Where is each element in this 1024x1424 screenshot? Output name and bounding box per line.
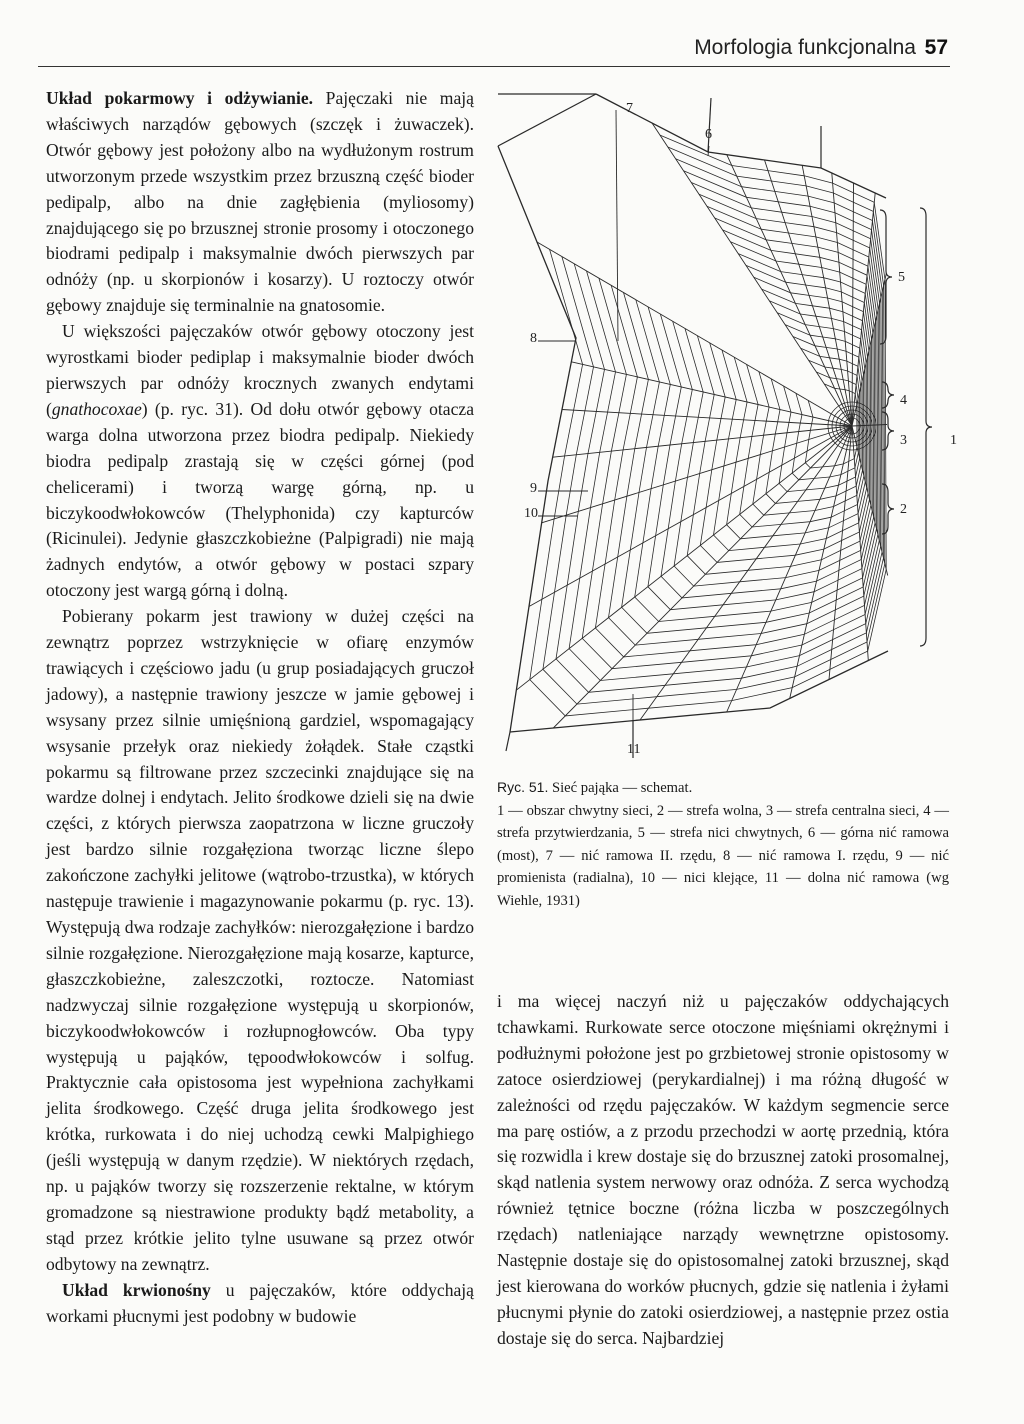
section-heading-circulatory: Układ krwionośny bbox=[62, 1279, 211, 1300]
paragraph-digestion: Pobierany pokarm jest trawiony w dużej części na zewnątrz poprzez wstrzyknięcie w ofiarę enzymów trawiących i częściowo jadu (u grup posiadających gruczoł jadowy), a następnie trawiony jeszcze w jamie gębowej i wsysany przez silnie umięśnioną gardziel, wspomagający wsysanie przełyk oraz niekiedy żołądek. Stałe cząstki pokarmu są filtrowane przez szczecinki znajdujące się na wardze dolnej i endytach. Jelito środkowe dzieli się na dwie części, z których pierwsza zaopatrzona w liczne gruczoły jest bardzo silnie rozgałęziona tworząc liczne ślepo zakończone zachyłki jelitowe (wątrobo-trzustka), w których następuje trawienie i magazynowanie pokarmu (p. ryc. 13). Występują dwa rodzaje zachyłków: nierozgałęzione i bardzo silnie rozgałęzione. Nierozgałęzione mają kosarze, kapturce, głaszczkobieżne, zaleszczotki, roztocze. Natomiast nadzwyczaj silnie rozgałęzione występują u skorpionów, biczykoodwłokowców i rozłupnogłowców. Oba typy występują u pająków, tępoodwłokowców i solfug. Praktycznie cała opistosoma jest wypełniona zachyłkami jelita środkowego. Część druga jelita środkowego jest krótka, rurkowata i do niej uchodzą cewki Malpighiego (jeśli występują w danym rzędzie). W niektórych rzędach, np. u pająków tworzy się rozszerzenie rektalne, w którym gromadzone są niestrawione produkty bądź metabolity, a stąd przez krótkie jelito tylne usuwane są przez otwór odbytowy na zewnątrz. bbox=[46, 606, 474, 1274]
latin-term: gnathocoxae bbox=[51, 398, 142, 419]
radial-thread bbox=[542, 426, 852, 523]
paragraph-digestive-intro bbox=[46, 86, 474, 319]
figure-label-2: 2 bbox=[900, 502, 907, 517]
anchor-thread-bottom-left bbox=[506, 732, 510, 751]
radial-thread bbox=[516, 426, 852, 690]
paragraph-mouth-opening bbox=[46, 319, 474, 604]
frame-thread-top bbox=[596, 94, 886, 198]
figure-label-7: 7 bbox=[626, 101, 633, 116]
brace-zone-1 bbox=[920, 208, 932, 646]
paragraph-circulatory-continued: i ma więcej naczyń niż u pajęczaków oddychających tchawkami. Rurkowate serce otoczone mięśniami okrężnymi i podłużnymi położone jest po grzbietowej stronie opistosomy w zatoce osierdziowej (perykardialnej) i ma różną długość w zależności od rzędu pajęczaków. W każdym segmencie serce ma parę ostiów, a z przodu przechodzi w aortę przednią, która się rozwidla i krew dostaje się do brzusznej zatoki prosomalnej, skąd natlenia system nerwowy oraz odnóża. Z serca wychodzą również tętnice boczne (różna liczba w poszczególnych rzędach) natleniające narządy wewnętrzne opistosomy. Następnie dostaje się do opistosomalnej zatoki brzusznej, skąd jest kierowana do worków płucnych, gdzie się natlenia i żyłami płucnymi płynie do zatoki osierdziowej, a następnie przez ostia dostaje się do serca. Najbardziej bbox=[497, 991, 949, 1348]
spider-web-figure bbox=[496, 86, 966, 776]
paragraph-text: U większości pajęczaków otwór gębowy otoczony jest wyrostkami bioder pediplap i maksymalnie bioder dwóch pierwszych par odnóży krocznych zwanych endytami ( bbox=[46, 321, 474, 419]
figure-label-6: 6 bbox=[705, 127, 712, 142]
radial-thread bbox=[553, 426, 852, 728]
figure-caption bbox=[497, 776, 949, 912]
section-heading-digestive: Układ pokarmowy i odżywianie. bbox=[46, 88, 314, 108]
brace-zone-5 bbox=[880, 210, 892, 344]
radial-thread bbox=[571, 362, 852, 426]
paragraph-text: u pajęczaków, które oddychają workami płucnymi jest podobny w budowie bbox=[46, 1279, 474, 1326]
figure-label-4: 4 bbox=[900, 393, 907, 408]
brace-zone-2 bbox=[882, 484, 894, 534]
sticky-spiral-thread bbox=[595, 194, 879, 657]
frame-thread-left bbox=[498, 146, 576, 732]
running-title: Morfologia funkcjonalna bbox=[694, 36, 916, 59]
caption-label: Ryc. 51. bbox=[497, 779, 549, 795]
figure-label-3: 3 bbox=[900, 433, 907, 448]
figure-label-8: 8 bbox=[530, 331, 537, 346]
anchor-thread-top bbox=[708, 98, 711, 152]
paragraph-text: ) (p. ryc. 31). Od dołu otwór gębowy otacza warga dolna utworzona przez biodra pedipalp. Niekiedy biodra pedipalp zrastają się w części górnej (pod chelicerami) i tworzą wargę górną, np. u biczykoodwłokowców (Thelyphonida) czy kapturców (Ricinulei). Jedynie głaszczkobieżne (Palpigradi) nie mają żadnych endytów, a otwór gębowy w postaci szpary otoczony jest wargą górną i dolną. bbox=[46, 398, 474, 601]
figure-label-11: 11 bbox=[627, 742, 641, 757]
figure-label-5: 5 bbox=[898, 270, 905, 285]
frame-thread-bottom bbox=[510, 651, 888, 732]
page-number: 57 bbox=[924, 36, 948, 59]
radial-thread bbox=[765, 160, 853, 426]
anchor-thread-left-diag bbox=[498, 94, 596, 146]
right-column bbox=[497, 989, 949, 1352]
figure-label-1: 1 bbox=[950, 433, 957, 448]
caption-legend: 1 — obszar chwytny sieci, 2 — strefa wolna, 3 — strefa centralna sieci, 4 — strefa przytwierdzania, 5 — strefa nici chwytnych, 6 — górna nić ramowa (most), 7 — nić ramowa II. rzędu, 8 — nić ramowa I. rzędu, 9 — nić promienista (radialna), 10 — nici klejące, 11 — dolna nić ramowa (wg Wiehle, 1931) bbox=[497, 802, 949, 909]
figure-label-10: 10 bbox=[524, 506, 538, 521]
header-rule bbox=[38, 66, 950, 67]
paragraph-text: Pajęczaki nie mają właściwych narządów gębowych (szczęk i żuwaczek). Otwór gębowy jest położony albo na wydłużonym rostrum utworzonym przede wszystkim przez brzuszną część bioder pedipalp, albo na dnie zagłębienia (myliosomy) znajdującego się po brzusznej stronie prosomy i otoczonego biodrami pedipalp i maksymalnie dwóch pierwszych par odnóży (np. u skorpionów i kosarzy). U roztoczy otwór gębowy znajduje się terminalnie na gnatosomie. bbox=[46, 88, 474, 316]
page-header bbox=[0, 0, 1024, 70]
left-column bbox=[46, 86, 474, 1330]
spider-web-diagram bbox=[496, 86, 966, 776]
caption-title: Sieć pająka — schemat. bbox=[548, 780, 693, 796]
paragraph-circulatory-intro bbox=[46, 1278, 474, 1330]
radial-thread bbox=[852, 183, 854, 426]
figure-label-9: 9 bbox=[530, 481, 537, 496]
radial-thread bbox=[727, 426, 852, 712]
